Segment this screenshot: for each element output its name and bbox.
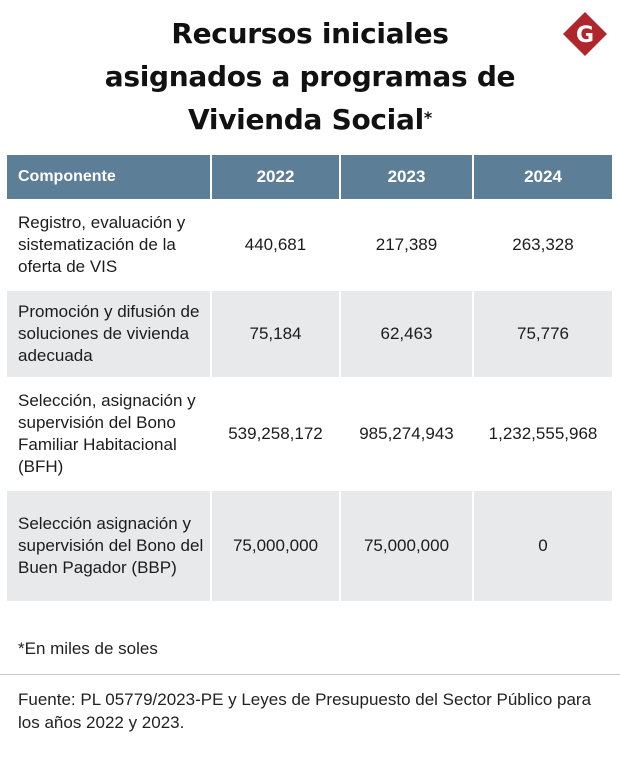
table-cell-value: 539,258,172 bbox=[212, 379, 341, 491]
table-cell-value: 75,000,000 bbox=[341, 491, 474, 603]
chart-title bbox=[40, 12, 580, 141]
table-cell-value: 75,000,000 bbox=[212, 491, 341, 603]
publisher-logo-icon bbox=[561, 10, 609, 58]
table-cell-value: 75,184 bbox=[212, 291, 341, 379]
table-cell-value: 1,232,555,968 bbox=[474, 379, 612, 491]
table-cell-label: Registro, evaluación y sistematización de la oferta de VIS bbox=[7, 201, 212, 291]
title-line-3 bbox=[40, 98, 580, 141]
table-row bbox=[7, 379, 612, 491]
table-row bbox=[7, 491, 612, 603]
table-row bbox=[7, 201, 612, 291]
title-line-1: Recursos iniciales bbox=[171, 17, 449, 50]
table-cell-label: Selección asignación y supervisión del Bono del Buen Pagador (BBP) bbox=[7, 491, 212, 603]
table-header-row bbox=[7, 155, 612, 201]
table-cell-label: Promoción y difusión de soluciones de vivienda adecuada bbox=[7, 291, 212, 379]
table-cell-value: 0 bbox=[474, 491, 612, 603]
table-row bbox=[7, 291, 612, 379]
table-cell-value: 62,463 bbox=[341, 291, 474, 379]
source-note: Fuente: PL 05779/2023-PE y Leyes de Presupuesto del Sector Público para los años 2022 y 2023. bbox=[18, 690, 592, 732]
header-cell: 2022 bbox=[212, 155, 341, 201]
header-cell: 2023 bbox=[341, 155, 474, 201]
table-cell-value: 263,328 bbox=[474, 201, 612, 291]
title-line-2: asignados a programas de bbox=[104, 60, 516, 93]
data-table bbox=[7, 155, 612, 603]
table-cell-label: Selección, asignación y supervisión del Bono Familiar Habitacional (BFH) bbox=[7, 379, 212, 491]
divider bbox=[0, 674, 620, 675]
table-cell-value: 217,389 bbox=[341, 201, 474, 291]
header-cell: Componente bbox=[7, 155, 212, 201]
table-cell-value: 440,681 bbox=[212, 201, 341, 291]
title-line-3-text: Vivienda Social bbox=[188, 103, 424, 136]
title-footnote-marker: * bbox=[423, 108, 432, 127]
table-cell-value: 985,274,943 bbox=[341, 379, 474, 491]
footnote: *En miles de soles bbox=[18, 639, 158, 658]
logo-letter: G bbox=[575, 23, 595, 48]
table-cell-value: 75,776 bbox=[474, 291, 612, 379]
header-cell: 2024 bbox=[474, 155, 612, 201]
